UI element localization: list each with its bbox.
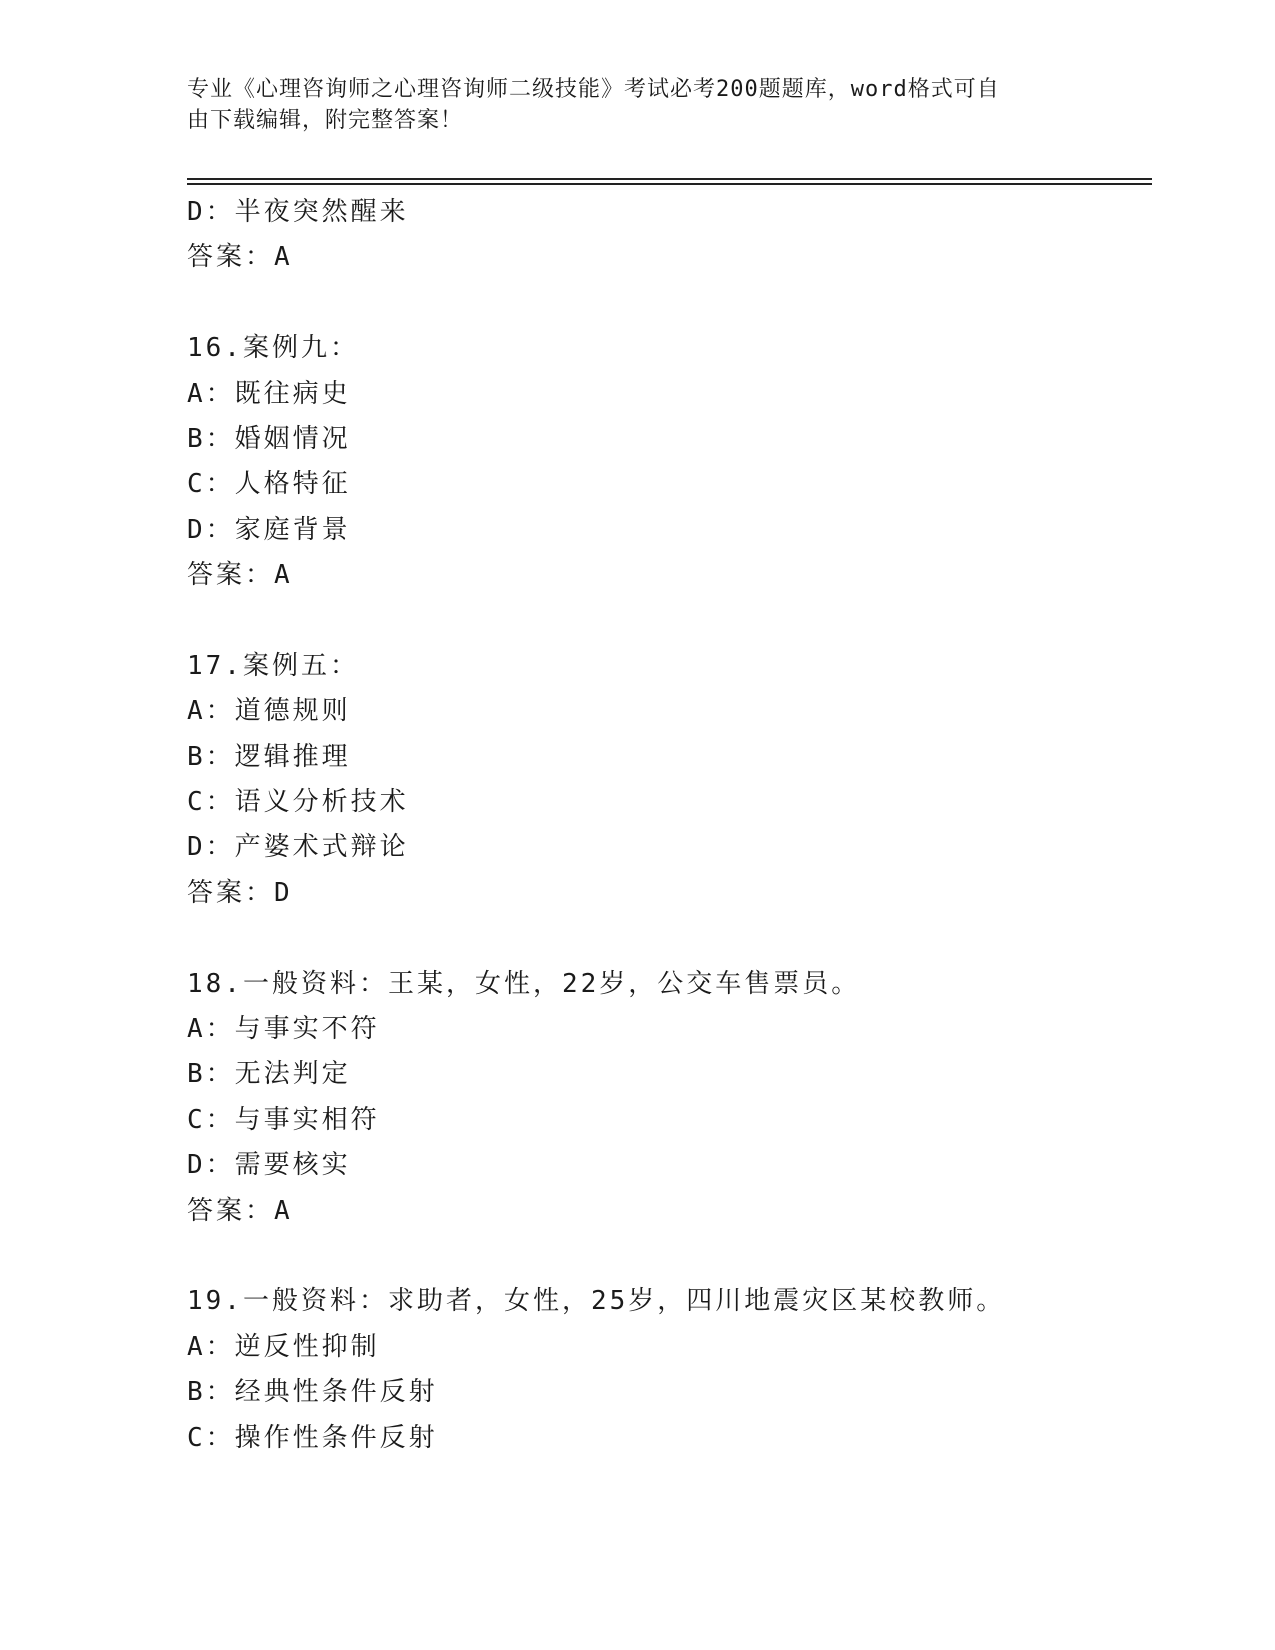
- option-b: B：无法判定: [187, 1059, 351, 1090]
- header-divider-top: [187, 178, 1152, 180]
- option-d: D：产婆术式辩论: [187, 832, 409, 863]
- answer-line: 答案：A: [187, 560, 293, 591]
- option-b: B：经典性条件反射: [187, 1377, 438, 1408]
- spacer: [187, 599, 1147, 644]
- option-d: D：需要核实: [187, 1150, 351, 1181]
- header-line-2: 由下载编辑，附完整答案！: [187, 108, 464, 133]
- option-a: A：逆反性抑制: [187, 1331, 380, 1362]
- option-d: D：半夜突然醒来: [187, 197, 409, 227]
- document-header: [187, 74, 1067, 136]
- option-c: C：与事实相符: [187, 1104, 380, 1135]
- option-a: A：道德规则: [187, 696, 351, 727]
- question-stem: 16.案例九：: [187, 333, 359, 364]
- option-c: C：人格特征: [187, 469, 351, 500]
- header-divider-bottom: [187, 183, 1152, 185]
- spacer: [187, 916, 1147, 961]
- question-stem: 19.一般资料：求助者，女性，25岁，四川地震灾区某校教师。: [187, 1286, 1006, 1317]
- option-c: C：语义分析技术: [187, 787, 409, 818]
- option-a: A：与事实不符: [187, 1014, 380, 1045]
- question-list: [187, 190, 1147, 1461]
- question-stem: 18.一般资料：王某，女性，22岁，公交车售票员。: [187, 968, 861, 999]
- answer-line: 答案：D: [187, 877, 293, 908]
- option-b: B：逻辑推理: [187, 741, 351, 772]
- option-b: B：婚姻情况: [187, 423, 351, 454]
- option-a: A：既往病史: [187, 378, 351, 409]
- spacer: [187, 281, 1147, 326]
- answer-line: 答案：A: [187, 242, 293, 273]
- option-d: D：家庭背景: [187, 514, 351, 545]
- question-stem: 17.案例五：: [187, 650, 359, 681]
- spacer: [187, 1234, 1147, 1279]
- option-c: C：操作性条件反射: [187, 1422, 438, 1453]
- answer-line: 答案：A: [187, 1195, 293, 1226]
- header-line-1: 专业《心理咨询师之心理咨询师二级技能》考试必考200题题库，word格式可自: [187, 77, 1000, 102]
